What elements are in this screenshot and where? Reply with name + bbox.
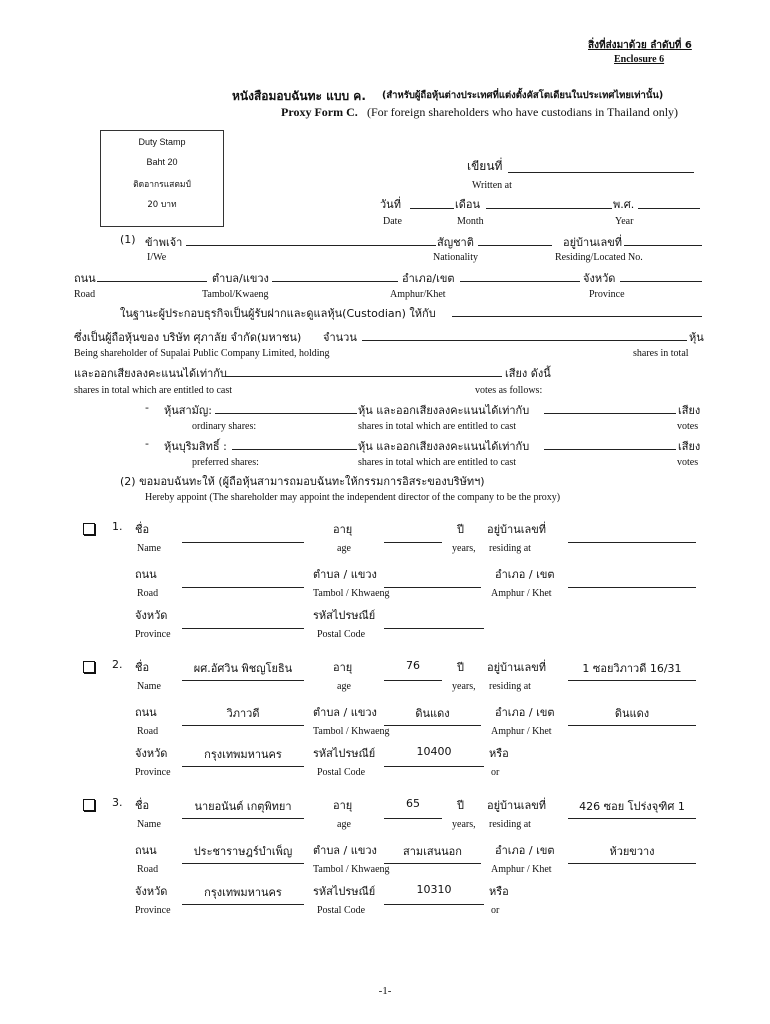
title-thai-note: (สำหรับผู้ถือหุ้นต่างประเทศที่แต่งตั้งคัสโตเดียนในประเทศไทยเท่านั้น) bbox=[382, 90, 664, 101]
proxy-province-line[interactable] bbox=[182, 628, 304, 629]
proxy-road-value: ประชาราษฎร์บำเพ็ญ bbox=[193, 845, 293, 858]
proxy-residing-label-thai: อยู่บ้านเลขที่ bbox=[487, 799, 547, 812]
date-line[interactable] bbox=[410, 208, 454, 209]
preferred-mid-thai: หุ้น และออกเสียงลงคะแนนได้เท่ากับ bbox=[358, 440, 530, 453]
proxy-province-line[interactable] bbox=[182, 904, 304, 905]
proxy-years-label-english: years, bbox=[452, 543, 476, 554]
proxy-name-label-english: Name bbox=[137, 681, 161, 692]
proxy-province-label-english: Province bbox=[135, 905, 171, 916]
proxy-residing-label-thai: อยู่บ้านเลขที่ bbox=[487, 523, 547, 536]
proxy-amphur-label-thai: อำเภอ / เขต bbox=[495, 568, 555, 581]
proxy-checkbox[interactable] bbox=[83, 799, 95, 811]
page-number: -1- bbox=[378, 985, 392, 997]
proxy-road-label-thai: ถนน bbox=[135, 568, 157, 581]
section1-number: (1) bbox=[120, 233, 136, 246]
enclosure-english: Enclosure 6 bbox=[614, 54, 665, 65]
ordinary-votes-line[interactable] bbox=[544, 413, 676, 414]
proxy-amphur-label-english: Amphur / Khet bbox=[491, 864, 552, 875]
proxy-amphur-value: ดินแดง bbox=[614, 707, 650, 720]
proxy-age-label-thai: อายุ bbox=[333, 799, 353, 812]
year-line[interactable] bbox=[638, 208, 700, 209]
proxy-postal-line[interactable] bbox=[384, 904, 484, 905]
tambol-thai: ตำบล/แขวง bbox=[212, 272, 269, 285]
proxy-road-label-english: Road bbox=[137, 726, 159, 737]
proxy-amphur-value: ห้วยขวาง bbox=[609, 845, 655, 858]
proxy-tambol-label-english: Tambol / Khwaeng bbox=[313, 726, 390, 737]
proxy-amphur-label-english: Amphur / Khet bbox=[491, 588, 552, 599]
proxy-or-label-thai: หรือ bbox=[489, 885, 509, 898]
proxy-road-line[interactable] bbox=[182, 863, 304, 864]
proxy-residing-label-english: residing at bbox=[489, 819, 531, 830]
proxy-postal-label-english: Postal Code bbox=[317, 629, 366, 640]
proxy-years-label-english: years, bbox=[452, 819, 476, 830]
ordinary-thai: หุ้นสามัญ: bbox=[164, 404, 212, 417]
proxy-residing-label-english: residing at bbox=[489, 681, 531, 692]
proxy-tambol-label-thai: ตำบล / แขวง bbox=[313, 706, 377, 719]
custodian-line[interactable] bbox=[452, 316, 702, 317]
proxy-province-label-thai: จังหวัด bbox=[135, 609, 168, 622]
tambol-line[interactable] bbox=[272, 281, 398, 282]
proxy-or-label-english: or bbox=[491, 905, 500, 916]
proxy-province-label-thai: จังหวัด bbox=[135, 747, 168, 760]
date-english: Date bbox=[383, 216, 402, 227]
proxy-amphur-label-thai: อำเภอ / เขต bbox=[495, 706, 555, 719]
proxy-residing-label-english: residing at bbox=[489, 543, 531, 554]
iwe-english: I/We bbox=[147, 252, 167, 263]
proxy-postal-label-english: Postal Code bbox=[317, 905, 366, 916]
proxy-age-label-english: age bbox=[337, 819, 351, 830]
proxy-years-label-thai: ปี bbox=[457, 523, 464, 536]
proxy-tambol-value: สามเสนนอก bbox=[403, 845, 462, 858]
votes-thai: และออกเสียงลงคะแนนได้เท่ากับ bbox=[74, 367, 227, 380]
proxy-name-label-thai: ชื่อ bbox=[135, 523, 150, 536]
amphur-line[interactable] bbox=[460, 281, 580, 282]
stamp-line-2: Baht 20 bbox=[146, 157, 178, 167]
stamp-line-3: ติดอากรแสตมป์ bbox=[133, 180, 191, 190]
enclosure-thai: สิ่งที่ส่งมาด้วย ลำดับที่ 6 bbox=[588, 40, 692, 51]
residing-thai: อยู่บ้านเลขที่ bbox=[563, 236, 623, 249]
proxy-or-label-english: or bbox=[491, 767, 500, 778]
proxy-name-label-thai: ชื่อ bbox=[135, 661, 150, 674]
votes-english: shares in total which are entitled to cast bbox=[74, 385, 233, 396]
amount-line[interactable] bbox=[362, 340, 687, 341]
proxy-address-value: 1 ซอยวิภาวดี 16/31 bbox=[582, 662, 682, 675]
proxy-province-line[interactable] bbox=[182, 766, 304, 767]
proxy-tambol-label-thai: ตำบล / แขวง bbox=[313, 844, 377, 857]
proxy-tambol-label-english: Tambol / Khwaeng bbox=[313, 588, 390, 599]
proxy-residing-label-thai: อยู่บ้านเลขที่ bbox=[487, 661, 547, 674]
proxy-address-value: 426 ซอย โปร่งจุฑิศ 1 bbox=[579, 800, 685, 813]
residing-line[interactable] bbox=[624, 245, 702, 246]
month-thai: เดือน bbox=[455, 198, 481, 211]
proxy-road-line[interactable] bbox=[182, 587, 304, 588]
proxy-tambol-line[interactable] bbox=[384, 863, 481, 864]
ordinary-dash: - bbox=[145, 401, 149, 414]
amphur-thai: อำเภอ/เขต bbox=[402, 272, 455, 285]
shares-thai: หุ้น bbox=[689, 331, 704, 344]
proxy-checkbox[interactable] bbox=[83, 523, 95, 535]
votes-line[interactable] bbox=[226, 376, 502, 377]
proxy-age-label-english: age bbox=[337, 681, 351, 692]
proxy-number: 2. bbox=[112, 658, 123, 671]
written-at-line[interactable] bbox=[508, 172, 694, 173]
proxy-address-line[interactable] bbox=[568, 680, 696, 681]
preferred-thai: หุ้นบุริมสิทธิ์ : bbox=[164, 440, 227, 453]
proxy-name-line[interactable] bbox=[182, 680, 304, 681]
proxy-age-line[interactable] bbox=[384, 818, 442, 819]
province-english: Province bbox=[589, 289, 625, 300]
proxy-tambol-label-thai: ตำบล / แขวง bbox=[313, 568, 377, 581]
custodian-thai: ในฐานะผู้ประกอบธุรกิจเป็นผู้รับฝากและดูแลหุ้น(Custodian) ให้กับ bbox=[120, 307, 436, 320]
proxy-postal-label-thai: รหัสไปรษณีย์ bbox=[313, 747, 376, 760]
preferred-mid-english: shares in total which are entitled to cast bbox=[358, 457, 517, 468]
proxy-number: 3. bbox=[112, 796, 123, 809]
written-at-thai: เขียนที่ bbox=[467, 159, 503, 173]
proxy-name-label-english: Name bbox=[137, 819, 161, 830]
proxy-name-value: นายอนันต์ เกตุพิทยา bbox=[194, 800, 292, 813]
proxy-years-label-thai: ปี bbox=[457, 799, 464, 812]
proxy-amphur-line[interactable] bbox=[568, 587, 696, 588]
preferred-english: preferred shares: bbox=[192, 457, 259, 468]
preferred-votes-line[interactable] bbox=[544, 449, 676, 450]
nationality-thai: สัญชาติ bbox=[437, 236, 474, 249]
road-english: Road bbox=[74, 289, 96, 300]
tambol-english: Tambol/Kwaeng bbox=[202, 289, 269, 300]
holder-thai: ซึ่งเป็นผู้ถือหุ้นของ บริษัท ศุภาลัย จำกัด(มหาชน) bbox=[74, 331, 302, 344]
ordinary-mid-thai: หุ้น และออกเสียงลงคะแนนได้เท่ากับ bbox=[358, 404, 530, 417]
ordinary-shares-line[interactable] bbox=[215, 413, 357, 414]
ordinary-mid-english: shares in total which are entitled to cast bbox=[358, 421, 517, 432]
title-thai: หนังสือมอบฉันทะ แบบ ค. bbox=[232, 89, 366, 103]
proxy-tambol-label-english: Tambol / Khwaeng bbox=[313, 864, 390, 875]
iwe-thai: ข้าพเจ้า bbox=[145, 236, 183, 249]
proxy-tambol-line[interactable] bbox=[384, 587, 481, 588]
proxy-years-label-english: years, bbox=[452, 681, 476, 692]
proxy-amphur-label-english: Amphur / Khet bbox=[491, 726, 552, 737]
proxy-road-label-english: Road bbox=[137, 864, 159, 875]
proxy-address-line[interactable] bbox=[568, 542, 696, 543]
ordinary-end-thai: เสียง bbox=[678, 404, 701, 417]
proxy-age-label-thai: อายุ bbox=[333, 523, 353, 536]
proxy-name-line[interactable] bbox=[182, 818, 304, 819]
date-thai: วันที่ bbox=[380, 198, 401, 211]
proxy-postal-label-english: Postal Code bbox=[317, 767, 366, 778]
proxy-tambol-line[interactable] bbox=[384, 725, 481, 726]
proxy-postal-label-thai: รหัสไปรษณีย์ bbox=[313, 885, 376, 898]
proxy-amphur-label-thai: อำเภอ / เขต bbox=[495, 844, 555, 857]
proxy-name-value: ผศ.อัศวิน พิชญโยธิน bbox=[193, 662, 293, 675]
title-english-note: (For foreign shareholders who have custodians in Thailand only) bbox=[367, 105, 679, 119]
road-thai: ถนน bbox=[74, 272, 96, 285]
proxy-postal-line[interactable] bbox=[384, 766, 484, 767]
year-english: Year bbox=[615, 216, 634, 227]
proxy-number: 1. bbox=[112, 520, 123, 533]
duty-stamp-box bbox=[100, 130, 224, 227]
proxy-province-label-thai: จังหวัด bbox=[135, 885, 168, 898]
proxy-postal-value: 10400 bbox=[416, 745, 452, 758]
section2-title-thai: (2) ขอมอบฉันทะให้ (ผู้ถือหุ้นสามารถมอบฉันทะให้กรรมการอิสระของบริษัทฯ) bbox=[120, 475, 485, 488]
proxy-age-label-thai: อายุ bbox=[333, 661, 353, 674]
preferred-dash: - bbox=[145, 437, 149, 450]
iwe-line[interactable] bbox=[186, 245, 436, 246]
proxy-name-label-english: Name bbox=[137, 543, 161, 554]
proxy-or-label-thai: หรือ bbox=[489, 747, 509, 760]
proxy-province-value: กรุงเทพมหานคร bbox=[204, 748, 282, 761]
month-line[interactable] bbox=[486, 208, 612, 209]
proxy-age-line[interactable] bbox=[384, 542, 442, 543]
amount-thai: จำนวน bbox=[323, 331, 357, 344]
proxy-years-label-thai: ปี bbox=[457, 661, 464, 674]
proxy-province-label-english: Province bbox=[135, 767, 171, 778]
votes-follows-english: votes as follows: bbox=[475, 385, 543, 396]
title-english: Proxy Form C. bbox=[281, 105, 358, 119]
proxy-name-label-thai: ชื่อ bbox=[135, 799, 150, 812]
proxy-age-line[interactable] bbox=[384, 680, 442, 681]
proxy-road-value: วิภาวดี bbox=[226, 707, 260, 720]
votes-suffix-thai: เสียง ดังนี้ bbox=[505, 367, 551, 380]
proxy-name-line[interactable] bbox=[182, 542, 304, 543]
proxy-province-label-english: Province bbox=[135, 629, 171, 640]
province-thai: จังหวัด bbox=[583, 272, 616, 285]
amphur-english: Amphur/Khet bbox=[390, 289, 446, 300]
proxy-postal-label-thai: รหัสไปรษณีย์ bbox=[313, 609, 376, 622]
shares-total-english: shares in total bbox=[633, 348, 689, 359]
road-line[interactable] bbox=[97, 281, 207, 282]
residing-english: Residing/Located No. bbox=[555, 252, 643, 263]
preferred-end-english: votes bbox=[677, 457, 699, 468]
proxy-road-label-thai: ถนน bbox=[135, 844, 157, 857]
stamp-line-1: Duty Stamp bbox=[138, 137, 186, 147]
stamp-line-4: 20 บาท bbox=[147, 200, 177, 210]
nationality-english: Nationality bbox=[433, 252, 478, 263]
holder-english: Being shareholder of Supalai Public Company Limited, holding bbox=[74, 348, 330, 359]
proxy-road-label-thai: ถนน bbox=[135, 706, 157, 719]
proxy-postal-value: 10310 bbox=[416, 883, 452, 896]
written-at-english: Written at bbox=[472, 180, 512, 191]
proxy-amphur-line[interactable] bbox=[568, 863, 696, 864]
ordinary-end-english: votes bbox=[677, 421, 699, 432]
preferred-end-thai: เสียง bbox=[678, 440, 701, 453]
proxy-tambol-value: ดินแดง bbox=[415, 707, 450, 720]
proxy-road-line[interactable] bbox=[182, 725, 304, 726]
year-thai: พ.ศ. bbox=[613, 198, 635, 211]
proxy-postal-line[interactable] bbox=[384, 628, 484, 629]
month-english: Month bbox=[457, 216, 484, 227]
section2-title-english: Hereby appoint (The shareholder may appoint the independent director of the company to be the proxy) bbox=[145, 492, 561, 503]
proxy-age-value: 65 bbox=[406, 797, 420, 810]
proxy-age-value: 76 bbox=[406, 659, 420, 672]
proxy-amphur-line[interactable] bbox=[568, 725, 696, 726]
preferred-shares-line[interactable] bbox=[232, 449, 357, 450]
province-line[interactable] bbox=[620, 281, 702, 282]
proxy-address-line[interactable] bbox=[568, 818, 696, 819]
proxy-province-value: กรุงเทพมหานคร bbox=[204, 886, 282, 899]
proxy-road-label-english: Road bbox=[137, 588, 159, 599]
ordinary-english: ordinary shares: bbox=[192, 421, 257, 432]
proxy-checkbox[interactable] bbox=[83, 661, 95, 673]
nationality-line[interactable] bbox=[478, 245, 552, 246]
proxy-age-label-english: age bbox=[337, 543, 351, 554]
